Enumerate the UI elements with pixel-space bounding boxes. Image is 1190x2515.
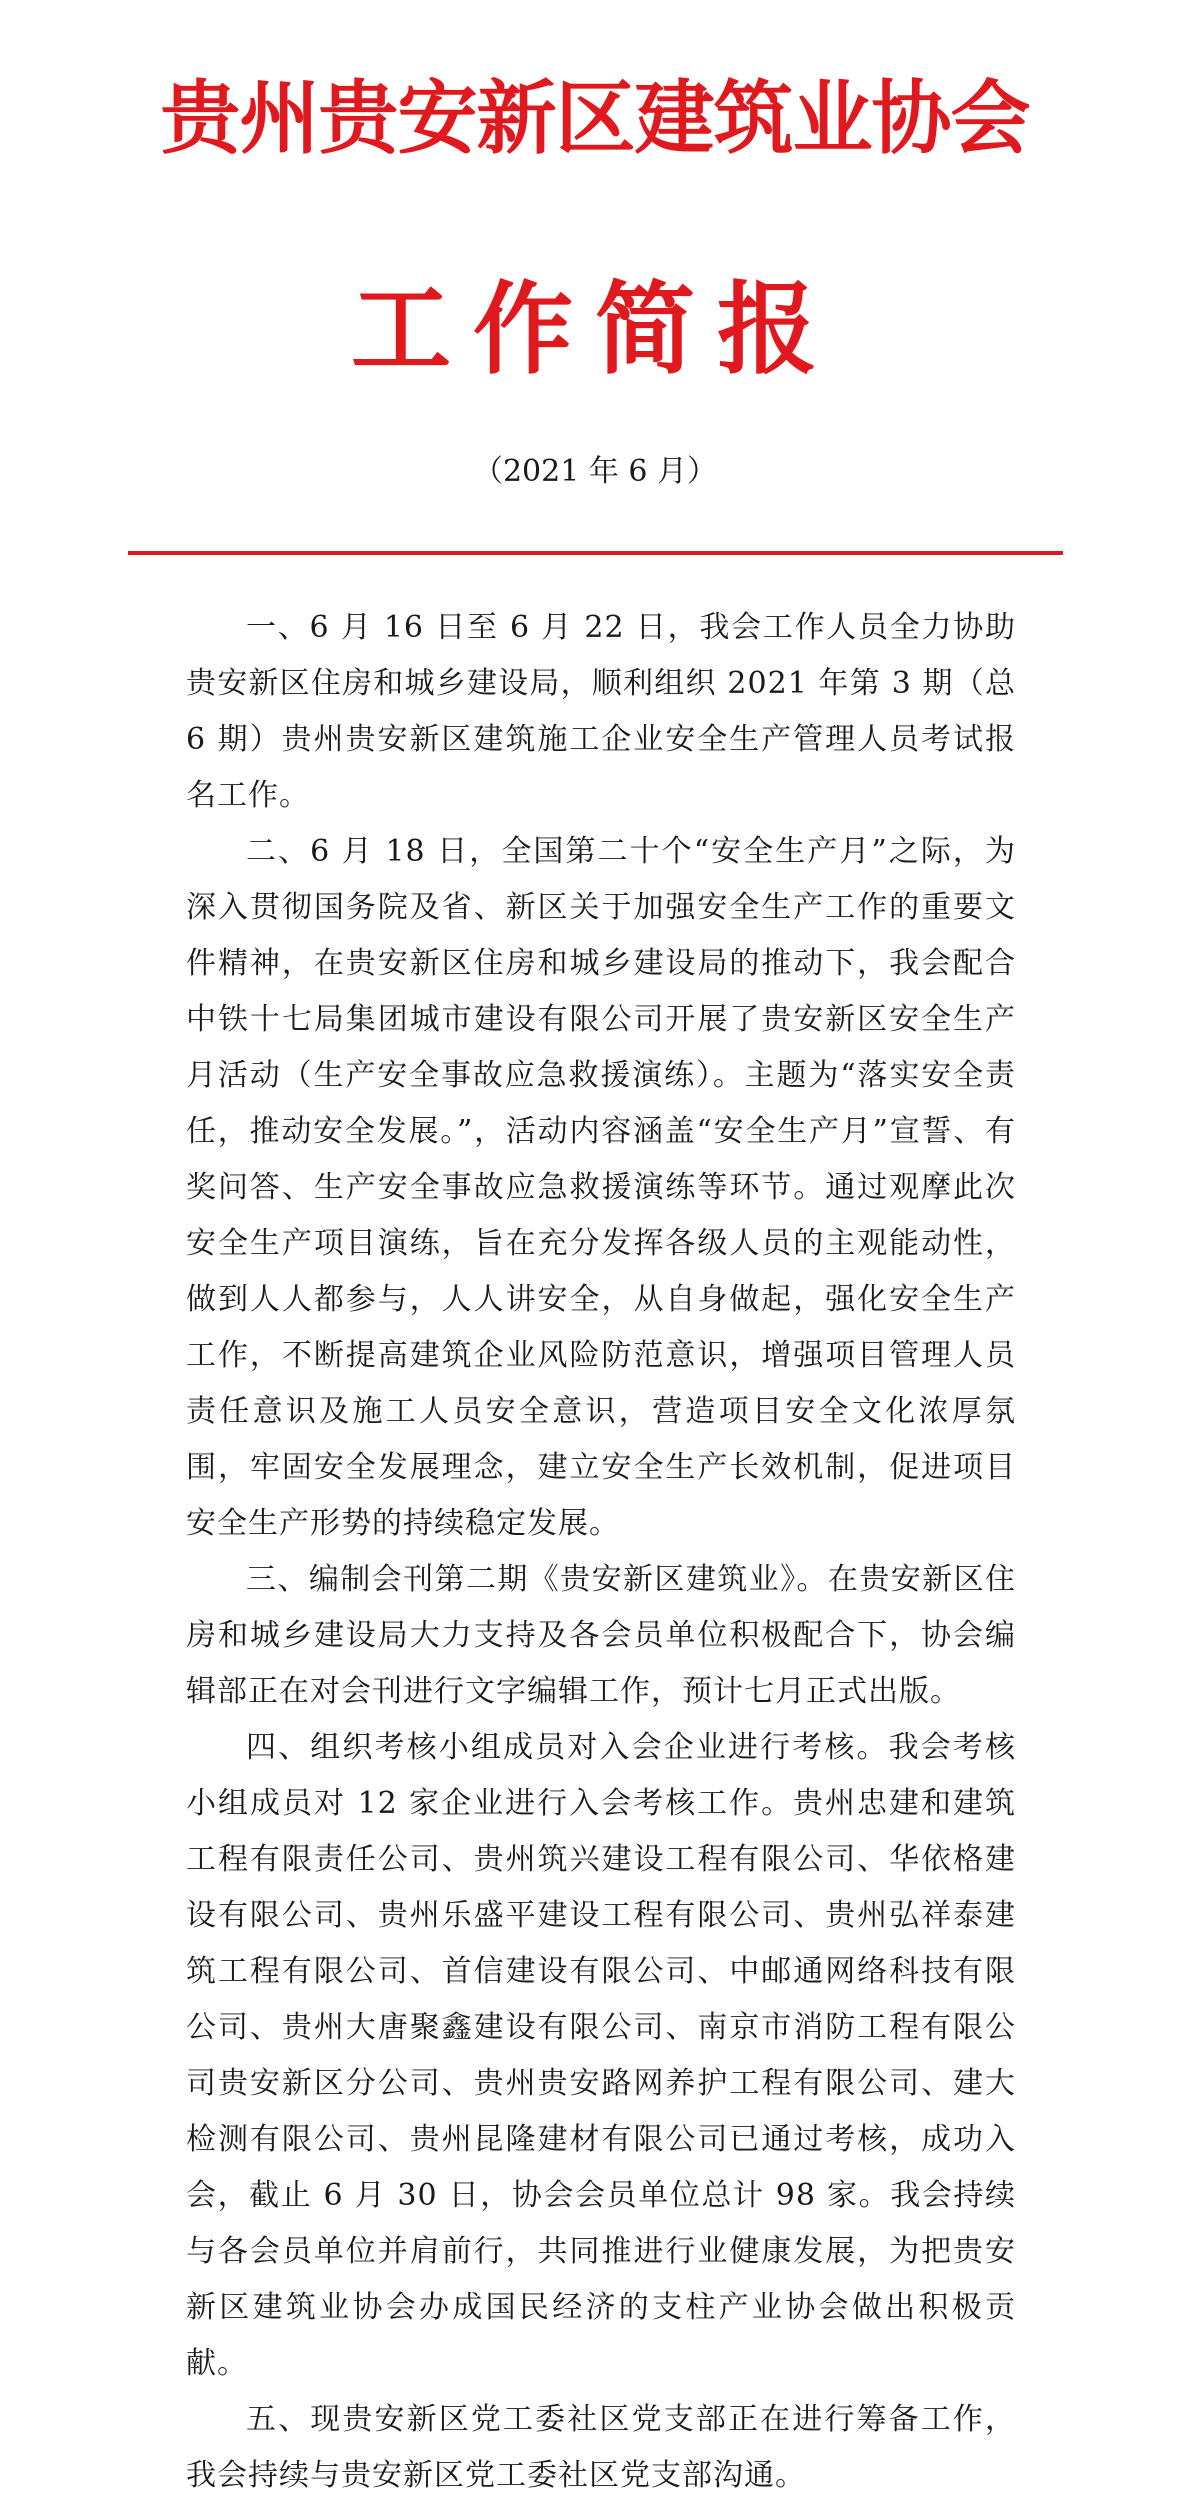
paragraph-item-5: 五、现贵安新区党工委社区党支部正在进行筹备工作，我会持续与贵安新区党工委社区党支部沟通。 <box>186 2402 1016 2493</box>
bulletin-body <box>186 600 1016 2504</box>
paragraph-item-4: 四、组织考核小组成员对入会企业进行考核。我会考核小组成员对 12 家企业进行入会考核工作。贵州忠建和建筑工程有限责任公司、贵州筑兴建设工程有限公司、华依格建设有限公司、贵州乐盛平建设工程有限公司、贵州弘祥泰建筑工程有限公司、首信建设有限公司、中邮通网络科技有限公司、贵州大唐聚鑫建设有限公司、南京市消防工程有限公司贵安新区分公司、贵州贵安路网养护工程有限公司、建大检测有限公司、贵州昆隆建材有限公司已通过考核，成功入会，截止 6 月 30 日，协会会员单位总计 98 家。我会持续与各会员单位并肩前行，共同推进行业健康发展，为把贵安新区建筑业协会办成国民经济的支柱产业协会做出积极贡献。 <box>186 1730 1016 2381</box>
paragraph-item-3: 三、编制会刊第二期《贵安新区建筑业》。在贵安新区住房和城乡建设局大力支持及各会员单位积极配合下，协会编辑部正在对会刊进行文字编辑工作，预计七月正式出版。 <box>186 1562 1016 1709</box>
bulletin-title: 工作简报 <box>351 271 839 388</box>
paragraph-item-1: 一、6 月 16 日至 6 月 22 日，我会工作人员全力协助贵安新区住房和城乡建设局，顺利组织 2021 年第 3 期（总 6 期）贵州贵安新区建筑施工企业安全生产管理人员考试报名工作。 <box>186 610 1016 813</box>
red-divider-line <box>128 551 1063 555</box>
organization-title: 贵州贵安新区建筑业协会 <box>160 71 1030 165</box>
paragraph-item-2: 二、6 月 18 日，全国第二十个“安全生产月”之际，为深入贯彻国务院及省、新区关于加强安全生产工作的重要文件精神，在贵安新区住房和城乡建设局的推动下，我会配合中铁十七局集团城市建设有限公司开展了贵安新区安全生产月活动（生产安全事故应急救援演练）。主题为“落实安全责任，推动安全发展。”，活动内容涵盖“安全生产月”宣誓、有奖问答、生产安全事故应急救援演练等环节。通过观摩此次安全生产项目演练，旨在充分发挥各级人员的主观能动性，做到人人都参与，人人讲安全，从自身做起，强化安全生产工作，不断提高建筑企业风险防范意识，增强项目管理人员责任意识及施工人员安全意识，营造项目安全文化浓厚氛围，牢固安全发展理念，建立安全生产长效机制，促进项目安全生产形势的持续稳定发展。 <box>186 834 1016 1541</box>
issue-date: （2021 年 6 月） <box>472 454 718 489</box>
